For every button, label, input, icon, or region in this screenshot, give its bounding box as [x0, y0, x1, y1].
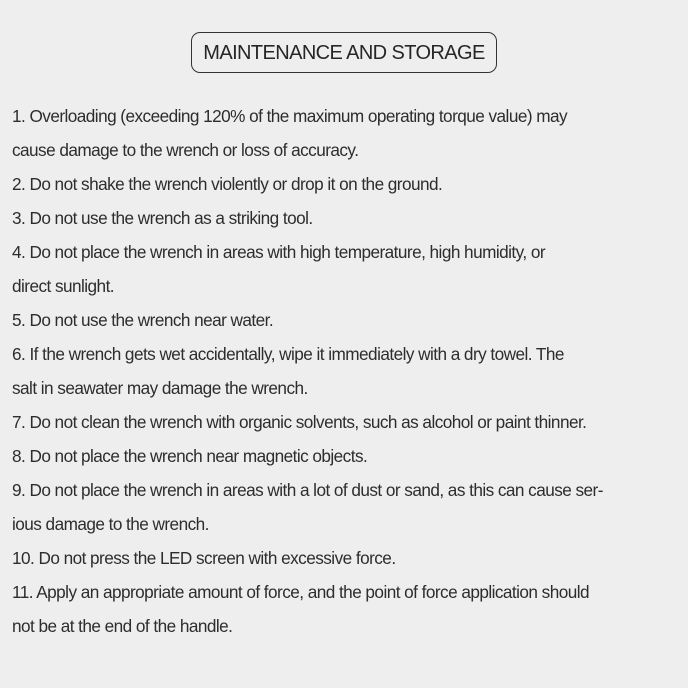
instruction-line: direct sunlight.	[12, 276, 115, 296]
instruction-line: 2. Do not shake the wrench violently or drop it on the ground.	[12, 174, 443, 194]
instruction-line: 5. Do not use the wrench near water.	[12, 310, 274, 330]
instruction-line: 9. Do not place the wrench in areas with a lot of dust or sand, as this can cause ser-	[12, 480, 603, 500]
instruction-line: cause damage to the wrench or loss of accuracy.	[12, 140, 359, 160]
instruction-line: 10. Do not press the LED screen with excessive force.	[12, 548, 396, 568]
instruction-line: 4. Do not place the wrench in areas with high temperature, high humidity, or	[12, 242, 546, 262]
title-container	[0, 32, 688, 73]
instruction-line: 3. Do not use the wrench as a striking tool.	[12, 208, 313, 228]
instructions-list	[12, 99, 680, 643]
instruction-line: not be at the end of the handle.	[12, 616, 233, 636]
instruction-line: 11. Apply an appropriate amount of force, and the point of force application should	[12, 582, 590, 602]
instruction-line: 6. If the wrench gets wet accidentally, wipe it immediately with a dry towel. The	[12, 344, 564, 364]
instruction-line: 1. Overloading (exceeding 120% of the maximum operating torque value) may	[12, 106, 568, 126]
section-title: MAINTENANCE AND STORAGE	[191, 32, 496, 73]
instruction-line: 8. Do not place the wrench near magnetic objects.	[12, 446, 368, 466]
instruction-line: 7. Do not clean the wrench with organic solvents, such as alcohol or paint thinner.	[12, 412, 587, 432]
instruction-line: ious damage to the wrench.	[12, 514, 209, 534]
instruction-line: salt in seawater may damage the wrench.	[12, 378, 308, 398]
